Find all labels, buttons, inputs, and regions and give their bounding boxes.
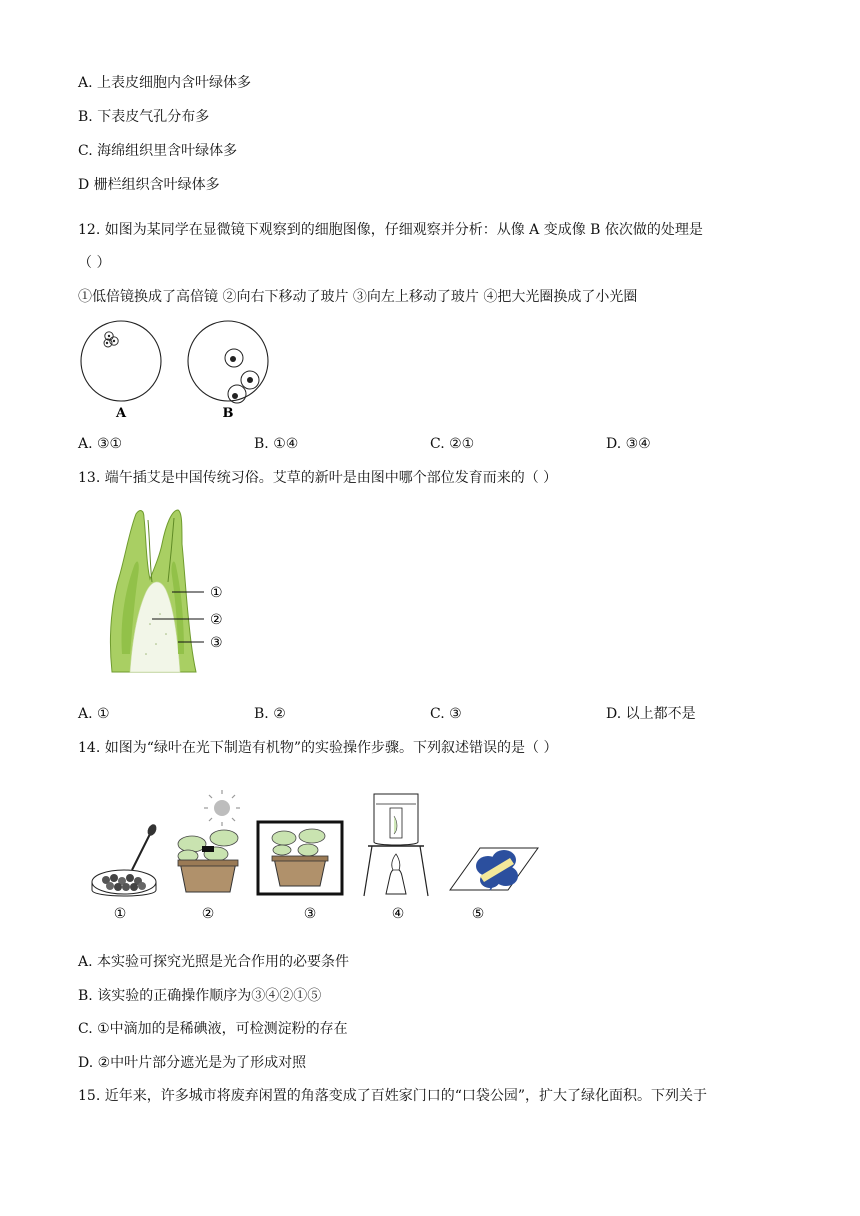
q14-option-a: A. 本实验可探究光照是光合作用的必要条件	[78, 954, 350, 970]
q12-option-b: B. ①④	[254, 436, 299, 452]
step-label-5: ⑤	[471, 906, 485, 922]
q14-option-d: D. ②中叶片部分遮光是为了形成对照	[78, 1055, 307, 1071]
potted-plant-sun-icon	[178, 790, 240, 892]
figure-label-a: A	[115, 406, 127, 421]
step-label-4: ④	[391, 906, 405, 922]
q13-stem: 13. 端午插艾是中国传统习俗。艾草的新叶是由图中哪个部位发育而来的（ ）	[78, 470, 558, 486]
q14-option-b: B. 该实验的正确操作顺序为③④②①⑤	[78, 988, 322, 1004]
q12-option-d: D. ③④	[606, 436, 651, 452]
q12-stem-bracket: （ ）	[78, 255, 111, 271]
bud-label-2: ②	[210, 612, 223, 628]
q15-stem: 15. 近年来，许多城市将废弃闲置的角落变成了百姓家门口的“口袋公园”，扩大了绿化面积。下列关于	[78, 1088, 708, 1104]
q13-option-c: C. ③	[430, 706, 462, 722]
bud-structure-figure	[100, 504, 240, 678]
q13-option-a: A. ①	[78, 706, 110, 722]
q11-option-d: D 栅栏组织含叶绿体多	[78, 177, 220, 193]
microscope-view-figure	[78, 318, 278, 422]
figure-label-b: B	[222, 406, 234, 421]
q11-option-c: C. 海绵组织里含叶绿体多	[78, 143, 238, 159]
experiment-steps-figure	[84, 786, 554, 926]
q11-option-a: A. 上表皮细胞内含叶绿体多	[78, 75, 252, 91]
step-label-2: ②	[201, 906, 215, 922]
bud-label-3: ③	[210, 635, 223, 651]
water-bath-beaker-icon	[364, 794, 428, 896]
q14-stem: 14. 如图为“绿叶在光下制造有机物”的实验操作步骤。下列叙述错误的是（ ）	[78, 740, 558, 756]
q12-option-c: C. ②①	[430, 436, 475, 452]
q13-option-d: D. 以上都不是	[606, 706, 696, 722]
q13-option-b: B. ②	[254, 706, 286, 722]
q12-steps: ①低倍镜换成了高倍镜 ②向右下移动了玻片 ③向左上移动了玻片 ④把大光圈换成了小光圈	[78, 289, 638, 305]
stained-leaf-slide-icon	[450, 848, 538, 890]
q12-option-a: A. ③①	[78, 436, 123, 452]
step-label-3: ③	[303, 906, 317, 922]
petri-dish-dropper-icon	[92, 823, 158, 896]
q12-stem: 12. 如图为某同学在显微镜下观察到的细胞图像，仔细观察并分析：从像 A 变成像 B 依次做的处理是	[78, 222, 703, 238]
plant-in-dark-box-icon	[258, 822, 342, 894]
q14-option-c: C. ①中滴加的是稀碘液，可检测淀粉的存在	[78, 1021, 348, 1037]
bud-label-1: ①	[210, 585, 223, 601]
q11-option-b: B. 下表皮气孔分布多	[78, 109, 210, 125]
step-label-1: ①	[113, 906, 127, 922]
